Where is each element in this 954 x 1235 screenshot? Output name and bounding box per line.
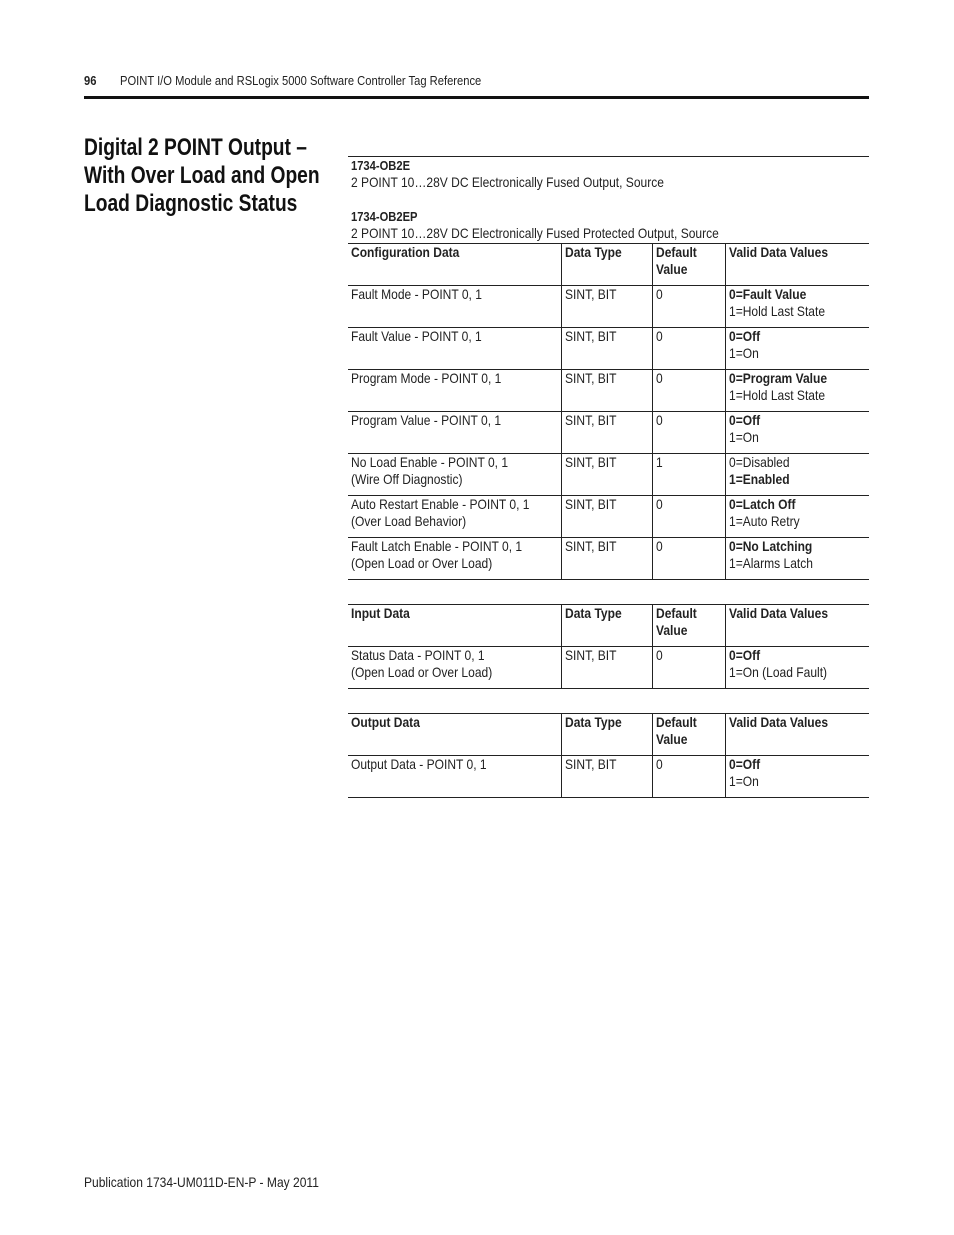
column-header: Data Type	[561, 244, 652, 286]
table-row	[348, 647, 869, 689]
input-data-table	[348, 604, 869, 689]
module-block	[348, 157, 869, 191]
header-title: POINT I/O Module and RSLogix 5000 Software Controller Tag Reference	[120, 73, 482, 88]
column-header: Data Type	[561, 714, 652, 756]
data-type-cell: SINT, BIT	[561, 756, 652, 798]
tag-name-cell: Status Data - POINT 0, 1 (Open Load or Over Load)	[348, 647, 561, 689]
data-type-cell: SINT, BIT	[561, 538, 652, 580]
data-type-cell: SINT, BIT	[561, 328, 652, 370]
table-row	[348, 328, 869, 370]
data-type-cell: SINT, BIT	[561, 286, 652, 328]
default-value-cell: 0	[652, 286, 725, 328]
default-value-cell: 0	[652, 412, 725, 454]
section-title	[84, 134, 344, 218]
module-model: 1734-OB2EP	[351, 209, 418, 224]
table-header-row	[348, 605, 869, 647]
column-header: Default Value	[652, 244, 725, 286]
default-value-cell: 1	[652, 454, 725, 496]
column-header: Default Value	[652, 605, 725, 647]
table-row	[348, 496, 869, 538]
module-model: 1734-OB2E	[351, 158, 411, 173]
tag-name-cell: Fault Value - POINT 0, 1	[348, 328, 561, 370]
default-value-cell: 0	[652, 328, 725, 370]
table-row	[348, 286, 869, 328]
column-header: Output Data	[348, 714, 561, 756]
tag-name-cell: Fault Mode - POINT 0, 1	[348, 286, 561, 328]
default-value-cell: 0	[652, 538, 725, 580]
table-header-row	[348, 714, 869, 756]
data-type-cell: SINT, BIT	[561, 454, 652, 496]
publication-info: Publication 1734-UM011D-EN-P - May 2011	[84, 1174, 319, 1190]
default-value-cell: 0	[652, 496, 725, 538]
default-value-cell: 0	[652, 370, 725, 412]
column-header: Valid Data Values	[728, 714, 828, 730]
table-header-row	[348, 244, 869, 286]
valid-values-cell: 0=No Latching 1=Alarms Latch	[728, 538, 813, 571]
data-type-cell: SINT, BIT	[561, 370, 652, 412]
column-header: Valid Data Values	[728, 244, 828, 260]
tag-name-cell: Auto Restart Enable - POINT 0, 1 (Over Load Behavior)	[348, 496, 561, 538]
header-rule	[84, 96, 869, 99]
table-row	[348, 370, 869, 412]
column-header: Input Data	[348, 605, 561, 647]
column-header: Valid Data Values	[728, 605, 828, 621]
table-row	[348, 538, 869, 580]
page-footer	[84, 1174, 357, 1190]
section-title-line: Digital 2 POINT Output –	[84, 134, 307, 161]
table-row	[348, 454, 869, 496]
valid-values-cell: 0=Latch Off 1=Auto Retry	[728, 496, 800, 529]
data-type-cell: SINT, BIT	[561, 647, 652, 689]
module-block	[348, 208, 869, 242]
table-row	[348, 756, 869, 798]
column-header: Configuration Data	[348, 244, 561, 286]
data-type-cell: SINT, BIT	[561, 496, 652, 538]
tag-name-cell: Program Value - POINT 0, 1	[348, 412, 561, 454]
valid-values-cell: 0=Disabled 1=Enabled	[728, 454, 790, 487]
section-title-line: Load Diagnostic Status	[84, 190, 298, 217]
valid-values-cell: 0=Program Value 1=Hold Last State	[728, 370, 827, 403]
module-description: 2 POINT 10…28V DC Electronically Fused Output, Source	[351, 174, 664, 190]
tag-name-cell: Program Mode - POINT 0, 1	[348, 370, 561, 412]
valid-values-cell: 0=Off 1=On	[728, 328, 760, 361]
column-header: Default Value	[652, 714, 725, 756]
module-description: 2 POINT 10…28V DC Electronically Fused Protected Output, Source	[351, 225, 719, 241]
content-column	[348, 156, 869, 798]
configuration-data-table	[348, 243, 869, 580]
column-header: Data Type	[561, 605, 652, 647]
output-data-table	[348, 713, 869, 798]
tag-name-cell: Output Data - POINT 0, 1	[348, 756, 561, 798]
valid-values-cell: 0=Off 1=On	[728, 412, 760, 445]
tag-name-cell: Fault Latch Enable - POINT 0, 1 (Open Load or Over Load)	[348, 538, 561, 580]
tag-name-cell: No Load Enable - POINT 0, 1 (Wire Off Diagnostic)	[348, 454, 561, 496]
valid-values-cell: 0=Off 1=On	[728, 756, 760, 789]
page-number: 96	[84, 73, 97, 88]
valid-values-cell: 0=Fault Value 1=Hold Last State	[728, 286, 825, 319]
data-type-cell: SINT, BIT	[561, 412, 652, 454]
valid-values-cell: 0=Off 1=On (Load Fault)	[728, 647, 827, 680]
table-row	[348, 412, 869, 454]
default-value-cell: 0	[652, 647, 725, 689]
default-value-cell: 0	[652, 756, 725, 798]
section-title-line: With Over Load and Open	[84, 162, 320, 189]
